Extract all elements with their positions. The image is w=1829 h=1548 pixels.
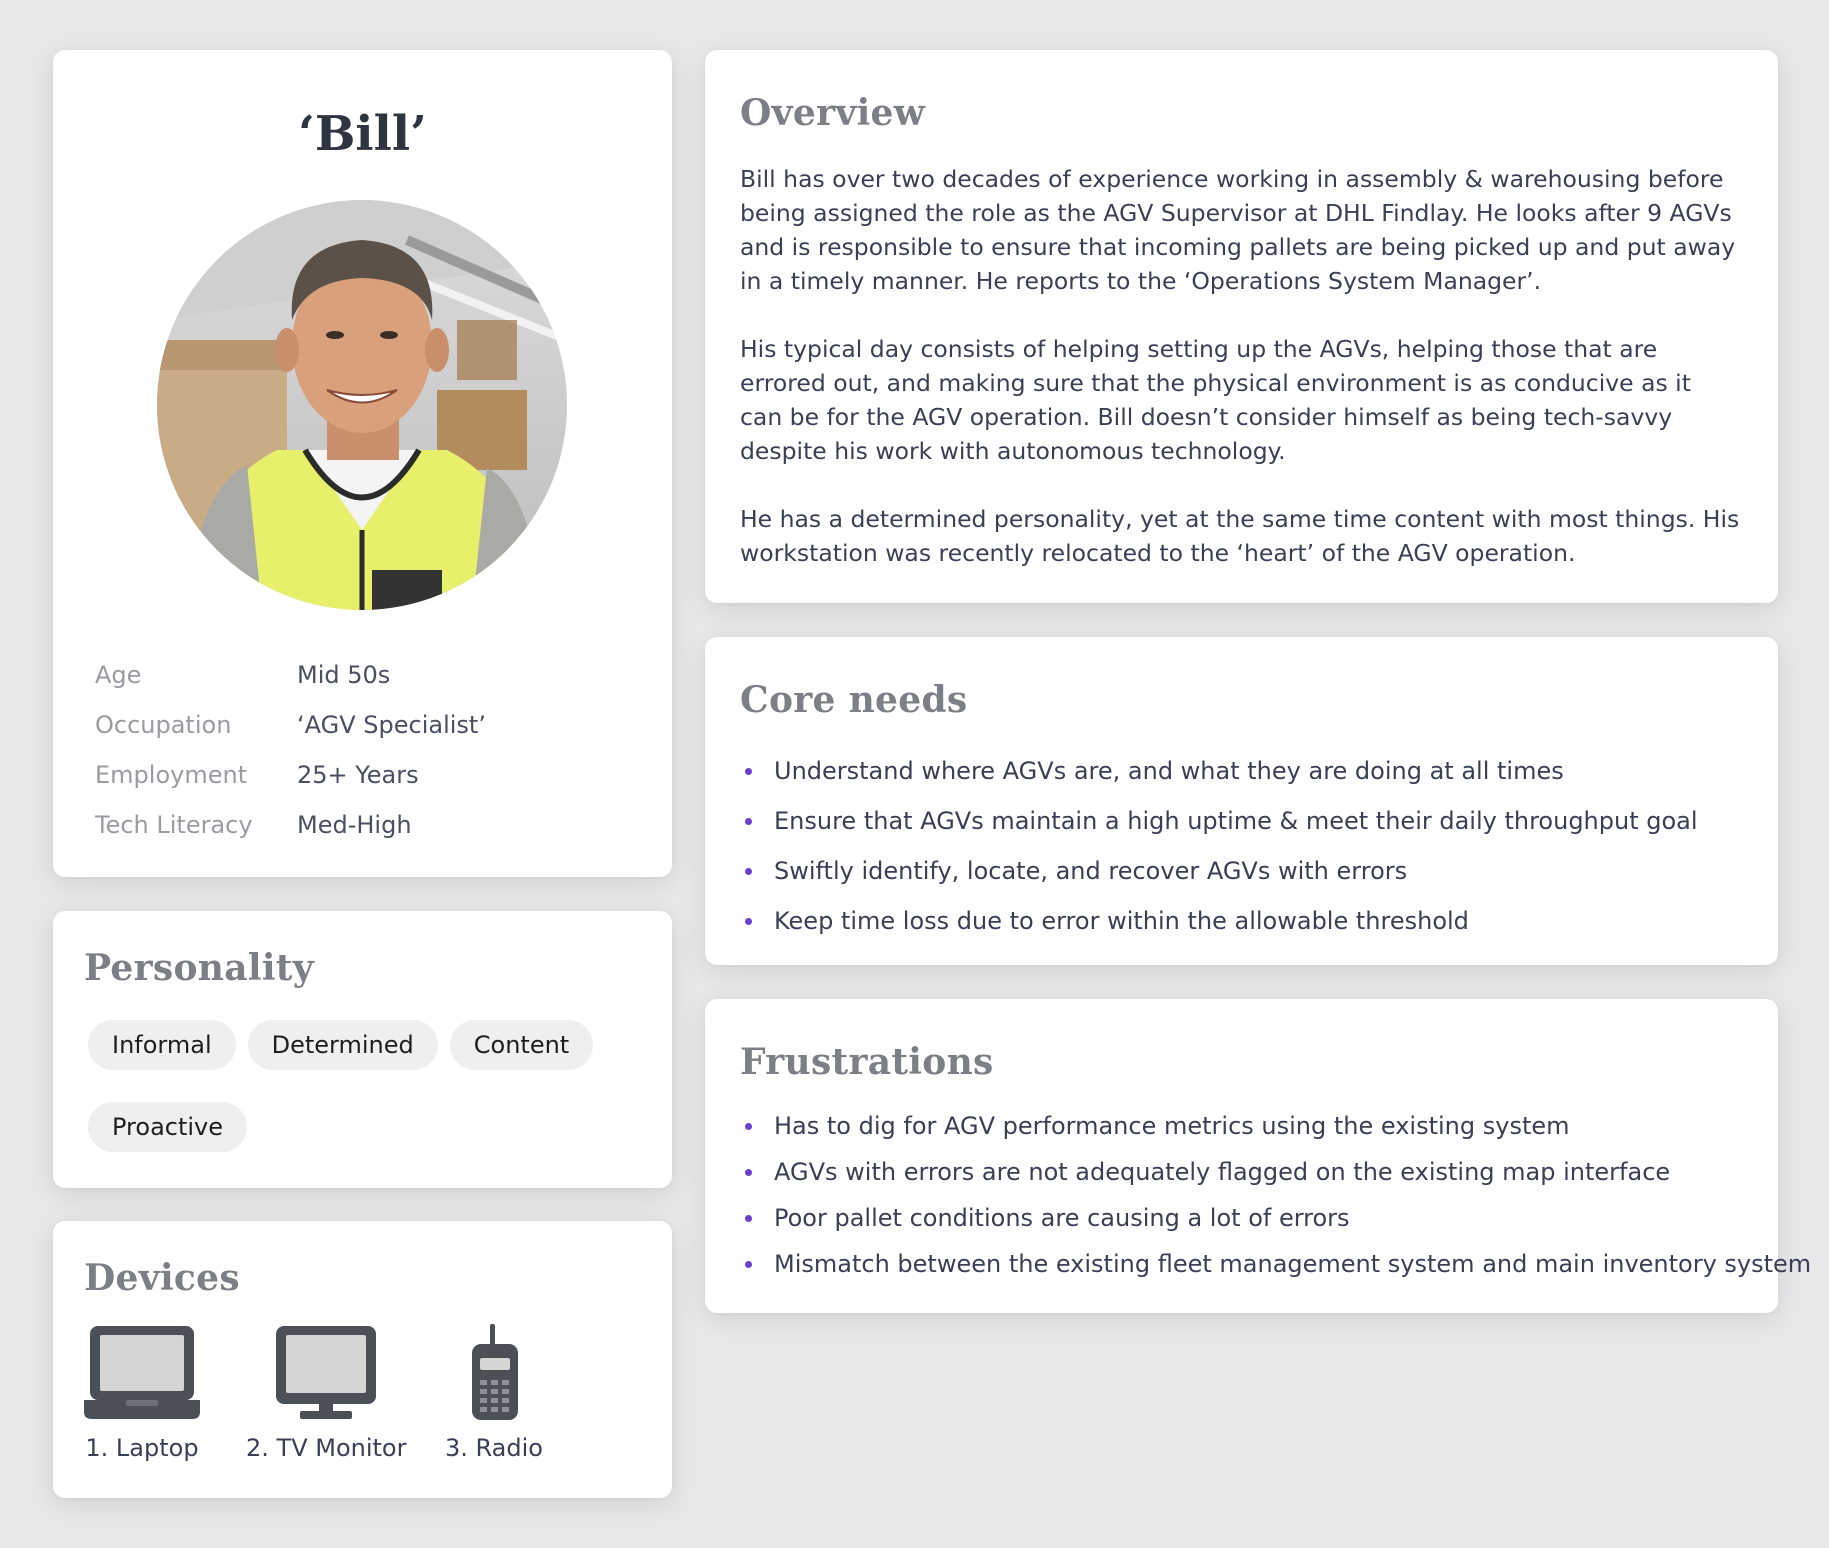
trait-chip: Proactive (88, 1102, 247, 1152)
fact-row-employment (95, 750, 486, 800)
bullet-icon (745, 768, 752, 775)
bullet-icon (745, 1215, 752, 1222)
bullet-icon (745, 1123, 752, 1130)
list-item-text: AGVs with errors are not adequately flagged on the existing map interface (774, 1158, 1671, 1186)
list-item-text: Has to dig for AGV performance metrics using the existing system (774, 1112, 1570, 1140)
bullet-icon (745, 818, 752, 825)
list-item (740, 1149, 1811, 1195)
fact-row-tech-literacy (95, 800, 486, 850)
frustrations-list (740, 1103, 1811, 1287)
core-needs-heading: Core needs (740, 679, 968, 721)
personality-heading: Personality (84, 947, 314, 989)
fact-label: Age (95, 661, 142, 689)
fact-row-age (95, 650, 486, 700)
persona-photo (157, 200, 567, 610)
monitor-icon (274, 1324, 378, 1420)
bullet-icon (745, 1169, 752, 1176)
fact-value: Mid 50s (297, 661, 391, 689)
core-needs-card (705, 637, 1778, 965)
devices-card (53, 1221, 672, 1498)
persona-photo-illustration (157, 200, 567, 610)
overview-paragraph: He has a determined personality, yet at the same time content with most things. His workstation was recently relocated to the ‘heart’ of the AGV operation. (740, 505, 1740, 567)
list-item-text: Keep time loss due to error within the allowable threshold (774, 907, 1469, 935)
fact-row-occupation (95, 700, 486, 750)
fact-label: Tech Literacy (95, 811, 253, 839)
core-needs-list (740, 746, 1698, 946)
persona-name: ‘Bill’ (298, 106, 427, 162)
list-item (740, 1195, 1811, 1241)
fact-label: Employment (95, 761, 248, 789)
list-item (740, 1103, 1811, 1149)
personality-card (53, 911, 672, 1188)
trait-chip: Content (450, 1020, 593, 1070)
trait-chip: Informal (88, 1020, 236, 1070)
overview-card (705, 50, 1778, 603)
radio-icon (464, 1324, 524, 1420)
overview-paragraph: Bill has over two decades of experience working in assembly & warehousing before being assigned the role as the AGV Supervisor at DHL Findlay. He looks after 9 AGVs and is responsible to ensure that incoming pallets are being picked up and put away in a timely manner. He reports to the ‘Operations System Manager’. (740, 165, 1736, 295)
device-laptop (84, 1324, 200, 1462)
bullet-icon (745, 918, 752, 925)
overview-heading: Overview (740, 92, 926, 134)
list-item (740, 796, 1698, 846)
list-item (740, 1241, 1811, 1287)
list-item (740, 896, 1698, 946)
device-radio (445, 1324, 543, 1462)
device-label: 1. Laptop (85, 1434, 199, 1462)
list-item-text: Poor pallet conditions are causing a lot of errors (774, 1204, 1350, 1232)
list-item (740, 846, 1698, 896)
personality-traits (88, 1020, 648, 1152)
fact-value: ‘AGV Specialist’ (297, 711, 486, 739)
devices-heading: Devices (84, 1257, 240, 1299)
persona-profile-card (53, 50, 672, 877)
fact-value: 25+ Years (297, 761, 419, 789)
persona-facts (95, 650, 486, 850)
fact-value: Med-High (297, 811, 412, 839)
fact-label: Occupation (95, 711, 232, 739)
list-item-text: Swiftly identify, locate, and recover AGVs with errors (774, 857, 1408, 885)
bullet-icon (745, 868, 752, 875)
device-label: 3. Radio (445, 1434, 543, 1462)
device-label: 2. TV Monitor (246, 1434, 407, 1462)
list-item-text: Ensure that AGVs maintain a high uptime & meet their daily throughput goal (774, 807, 1698, 835)
frustrations-heading: Frustrations (740, 1041, 994, 1083)
bullet-icon (745, 1261, 752, 1268)
list-item-text: Mismatch between the existing fleet management system and main inventory system (774, 1250, 1812, 1278)
overview-paragraph: His typical day consists of helping setting up the AGVs, helping those that are errored out, and making sure that the physical environment is as conducive as it can be for the AGV operation. Bill doesn’t consider himself as being tech-savvy despite his work with autonomous technology. (740, 335, 1691, 465)
frustrations-card (705, 999, 1812, 1313)
trait-chip: Determined (248, 1020, 438, 1070)
device-tv-monitor (246, 1324, 406, 1462)
list-item-text: Understand where AGVs are, and what they are doing at all times (774, 757, 1564, 785)
laptop-icon (84, 1324, 200, 1420)
list-item (740, 746, 1698, 796)
